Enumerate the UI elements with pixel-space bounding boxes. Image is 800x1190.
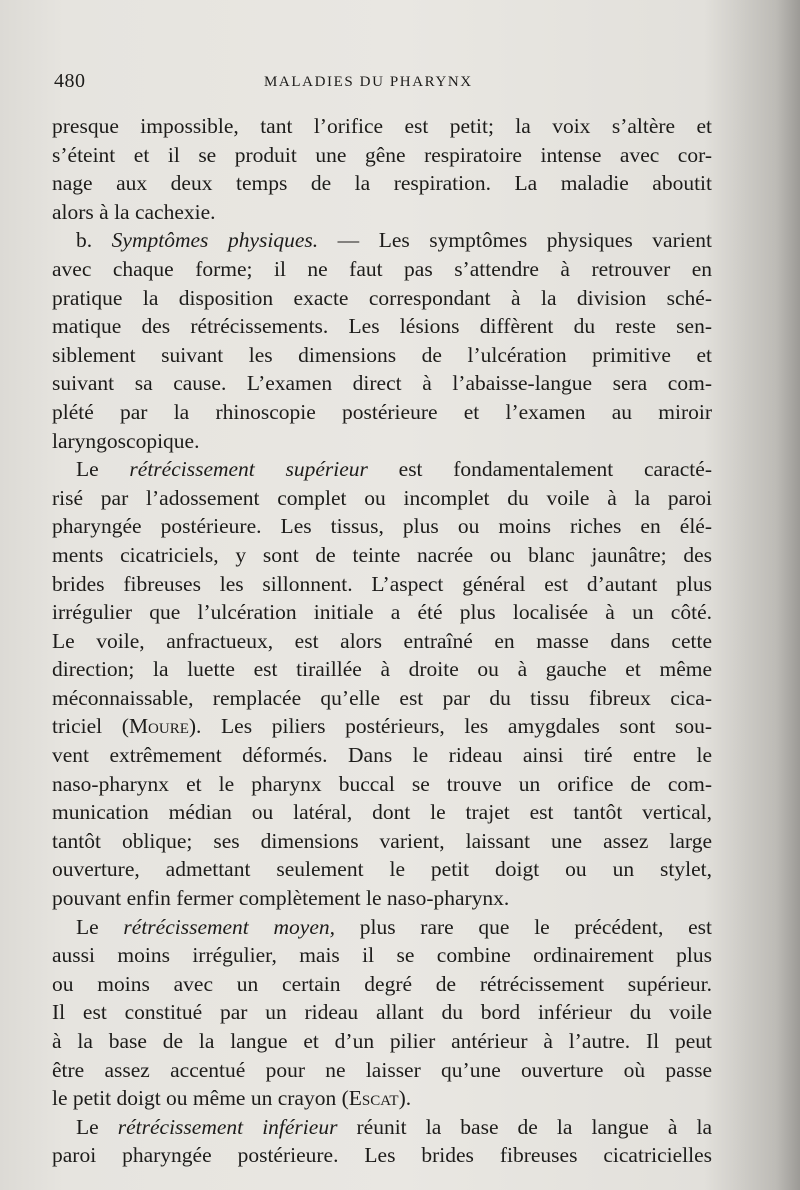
page-number: 480 [54,70,86,92]
text-line [52,941,712,970]
text-segment: Le [76,1114,118,1139]
text-segment: est fondamentalement caracté- [367,457,712,482]
text-segment: ments cicatriciels, y sont de teinte nacrée ou blanc jaunâtre; des [52,542,712,567]
text-segment: plété par la rhinoscopie postérieure et l’examen au miroir [52,399,712,424]
text-line [52,169,712,198]
author-name: Moure [128,714,189,739]
text-segment: laryngoscopique. [52,428,200,453]
text-segment: ou moins avec un certain degré de rétrécissement supérieur. [52,971,712,996]
text-line [52,1113,712,1142]
text-line [52,141,712,170]
running-header [54,70,714,96]
text-segment: brides fibreuses les sillonnent. L’aspect général est d’autant plus [52,571,712,596]
text-segment: matique des rétrécissements. Les lésions diffèrent du reste sen- [52,314,712,339]
text-line [52,827,712,856]
text-segment: siblement suivant les dimensions de l’ulcération primitive et [52,342,712,367]
text-segment: avec chaque forme; il ne faut pas s’attendre à retrouver en [52,256,712,281]
text-line [52,570,712,599]
text-segment: naso-pharynx et le pharynx buccal se trouve un orifice de com- [52,771,712,796]
text-line [52,798,712,827]
text-line [52,541,712,570]
text-segment: réunit la base de la langue à la [337,1114,712,1139]
text-line [52,884,712,913]
text-line [52,1141,712,1170]
text-segment: irrégulier que l’ulcération initiale a été plus localisée à un côté. [52,600,712,625]
text-segment: le petit doigt ou même un crayon ( [52,1086,349,1111]
text-segment: aussi moins irrégulier, mais il se combine ordinairement plus [52,943,712,968]
text-line [52,684,712,713]
text-segment: presque impossible, tant l’orifice est petit; la voix s’altère et [52,114,712,138]
text-line [52,427,712,456]
text-segment: suivant sa cause. L’examen direct à l’abaisse-langue sera com- [52,371,712,396]
text-segment: Il est constitué par un rideau allant du bord inférieur du voile [52,1000,712,1025]
text-line [52,312,712,341]
text-line [52,369,712,398]
text-line [52,855,712,884]
italic-term: rétrécissement inférieur [117,1114,338,1139]
text-segment: plus rare que le précédent, est [335,914,712,939]
text-line [52,1056,712,1085]
text-line [52,398,712,427]
text-line [52,655,712,684]
text-line [52,970,712,999]
text-segment: alors à la cachexie. [52,199,216,224]
text-segment: Le [76,457,130,482]
text-line [52,484,712,513]
text-segment: b. [76,228,112,253]
running-title: MALADIES DU PHARYNX [264,74,473,90]
text-segment: tantôt oblique; ses dimensions varient, laissant une assez large [52,828,712,853]
body-text [52,112,712,1170]
text-segment: Le [76,914,124,939]
text-segment: pratique la disposition exacte correspondant à la division sché- [52,285,712,310]
text-line [52,712,712,741]
text-segment: vent extrêmement déformés. Dans le rideau ainsi tiré entre le [52,743,712,768]
text-segment: nage aux deux temps de la respiration. La maladie aboutit [52,171,712,196]
text-line [52,284,712,313]
text-line [52,341,712,370]
text-line [52,913,712,942]
text-segment: — Les symptômes physiques varient [318,228,712,253]
italic-term: Symptômes physiques. [111,228,319,253]
italic-term: rétrécissement moyen, [123,914,335,939]
text-segment: à la base de la langue et d’un pilier antérieur à l’autre. Il peut [52,1029,712,1053]
text-segment: ouverture, admettant seulement le petit doigt ou un stylet, [52,857,712,882]
author-name: Escat [348,1086,399,1111]
text-line [52,627,712,656]
text-segment: direction; la luette est tiraillée à droite ou à gauche et même [52,657,712,682]
text-line [52,112,712,141]
text-line [52,1027,712,1056]
text-segment: pouvant enfin fermer complètement le naso-pharynx. [52,886,510,911]
text-line [52,998,712,1027]
text-segment: ). [398,1086,412,1111]
text-segment: s’éteint et il se produit une gêne respiratoire intense avec cor- [52,142,712,167]
text-line [52,455,712,484]
text-segment: ). Les piliers postérieurs, les amygdales sont sou- [188,714,712,739]
text-line [52,741,712,770]
text-segment: pharyngée postérieure. Les tissus, plus ou moins riches en élé- [52,514,712,539]
text-segment: munication médian ou latéral, dont le trajet est tantôt vertical, [52,800,712,825]
text-segment: méconnaissable, remplacée qu’elle est par du tissu fibreux cica- [52,685,712,710]
text-line [52,226,712,255]
text-segment: triciel ( [52,714,129,739]
text-segment: paroi pharyngée postérieure. Les brides fibreuses cicatricielles [52,1143,712,1168]
italic-term: rétrécissement supérieur [129,457,368,482]
text-line [52,770,712,799]
text-segment: être assez accentué pour ne laisser qu’une ouverture où passe [52,1057,712,1082]
text-line [52,198,712,227]
text-line [52,1084,712,1113]
text-line [52,512,712,541]
text-line [52,598,712,627]
text-segment: risé par l’adossement complet ou incomplet du voile à la paroi [52,485,712,510]
text-segment: Le voile, anfractueux, est alors entraîné en masse dans cette [52,628,712,653]
text-line [52,255,712,284]
